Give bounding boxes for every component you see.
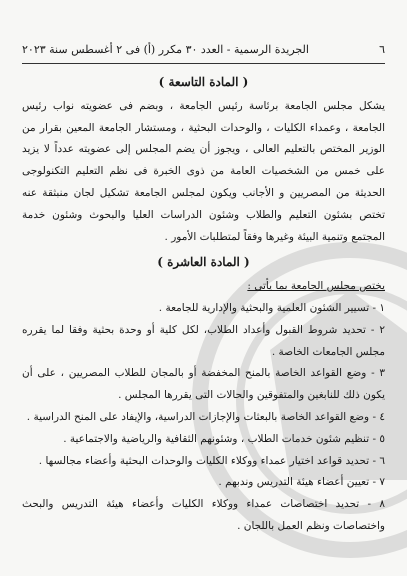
article-10-item: ٣ - وضع القواعد الخاصة بالمنح المخفضة أو بالمجان للطلاب المصريين ، على أن يكون ذلك للنابغين والمتفوقين والحالات التى يقررها المجلس . [22, 367, 385, 402]
article-10-item: ٥ - تنظيم شئون خدمات الطلاب ، وشئونهم الثقافية والرياضية والاجتماعية . [63, 432, 385, 445]
article-10-heading: ( المادة العاشرة ) [157, 255, 250, 270]
page-body [22, 72, 385, 538]
article-10-item: ١ - تسيير الشئون العلمية والبحثية والإدارية للجامعة . [158, 301, 385, 314]
page-number: ٦ [379, 42, 385, 56]
article-10-item: ٨ - تحديد اختصاصات عمداء ووكلاء الكليات وأعضاء هيئة التدريس والبحث واختصاصات ونظم العمل باللجان . [22, 498, 385, 532]
article-9-heading: ( المادة التاسعة ) [158, 75, 249, 89]
article-10-item: ٧ - تعيين أعضاء هيئة التدريس وندبهم . [218, 476, 385, 489]
article-10-item: ٦ - تحديد قواعد اختيار عمداء ووكلاء الكليات والوحدات البحثية وأعضاء مجالسها . [38, 454, 385, 467]
page-header [22, 38, 385, 64]
gazette-title: الجريدة الرسمية - العدد ٣٠ مكرر (أ) فى ٢ أغسطس سنة ٢٠٢٣ [22, 42, 309, 56]
article-10-item: ٢ - تحديد شروط القبول وأعداد الطلاب، لكل كلية أو وحدة بحثية وفقا لما يقرره مجلس الجامعات الخاصة . [22, 323, 385, 358]
article-10-item: ٤ - وضع القواعد الخاصة بالبعثات والإجازات الدراسية، والإيفاد على المنح الدراسية . [26, 410, 385, 423]
article-9-text: يشكل مجلس الجامعة برئاسة رئيس الجامعة ، وبضم فى عضويته نواب رئيس الجامعة ، وعمداء الكليات ، والوحدات البحثية ، ومستشار الجامعة المعين بقرار من الوزير المختص بالتعليم العالى ، ويجوز أن يضم المجلس إلى عضويته عدداً لا يزيد على خمس من الشخصيات العامة من ذوى الخبرة فى نظم التعليم التكنولوجى الحديثة من المصريين و الأجانب ويكون لمجلس الجامعة تشكيل لجان منبثقة عنه تختص بشئون التعليم والطلاب وشئون الدراسات العليا والبحوث وشئون خدمة المجتمع وتنمية البيئة وغيرها وفقاً لمتطلبات الأمور . [22, 99, 385, 243]
article-10-lead: يختص مجلس الجامعة بما يأتى : [247, 280, 385, 293]
